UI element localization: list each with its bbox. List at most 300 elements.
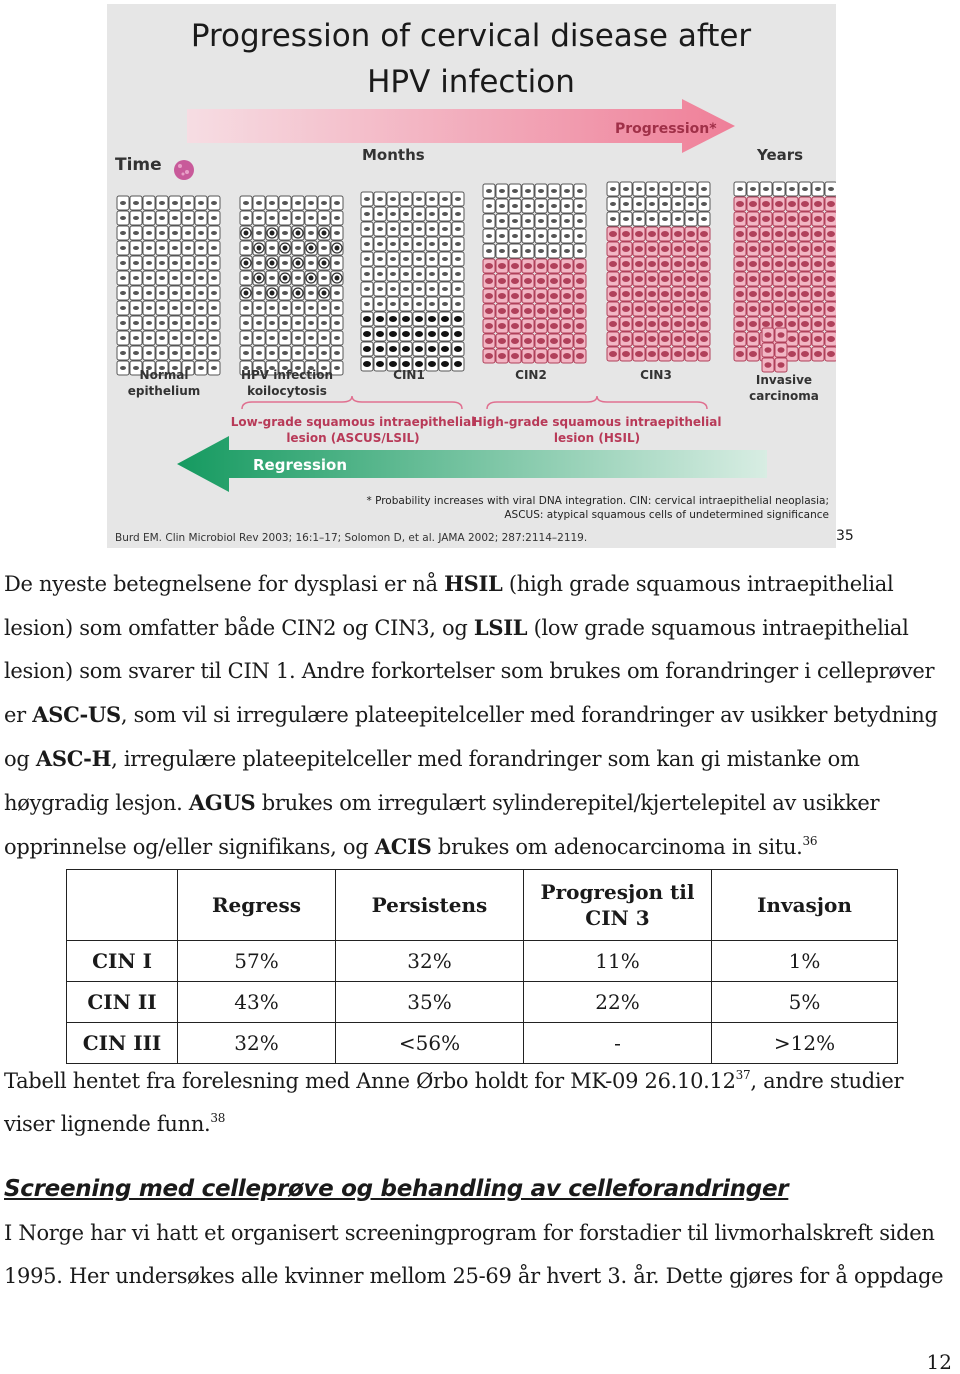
koilocyte-nucleus (257, 276, 262, 281)
cell-nucleus (211, 231, 217, 235)
cell-nucleus (622, 276, 630, 282)
cell-nucleus (499, 219, 505, 223)
cell-nucleus (749, 351, 757, 357)
cell-nucleus (687, 231, 695, 237)
cell-nucleus (455, 272, 461, 276)
cell-nucleus (295, 216, 301, 220)
cell-nucleus (538, 219, 544, 223)
cell-nucleus (736, 336, 744, 342)
stage-label-hpv-2: koilocytosis (247, 384, 327, 398)
cell-nucleus (172, 351, 178, 355)
cell-nucleus (775, 246, 783, 252)
cell-nucleus (762, 201, 770, 207)
cell-nucleus (389, 346, 397, 352)
cell-nucleus (749, 336, 757, 342)
cell-nucleus (814, 321, 822, 327)
cell-nucleus (321, 276, 327, 280)
stage-label-invasive-2: carcinoma (749, 389, 819, 403)
cell-nucleus (498, 338, 506, 344)
cell-nucleus (377, 212, 383, 216)
cell-nucleus (198, 291, 204, 295)
cell-nucleus (687, 276, 695, 282)
progression-label: Progression* (615, 121, 717, 137)
cell-nucleus (564, 204, 570, 208)
cell-nucleus (636, 202, 642, 206)
cell-nucleus (623, 202, 629, 206)
cell-nucleus (827, 261, 835, 267)
cell-nucleus (415, 316, 423, 322)
cell-nucleus (402, 316, 410, 322)
cell-nucleus (648, 306, 656, 312)
cell-nucleus (827, 246, 835, 252)
cell-nucleus (428, 346, 436, 352)
cell-nucleus (814, 291, 822, 297)
cell-nucleus (172, 231, 178, 235)
cell-nucleus (537, 293, 545, 299)
cell-nucleus (133, 216, 139, 220)
cell-nucleus (377, 272, 383, 276)
cell-nucleus (403, 197, 409, 201)
cell-nucleus (537, 323, 545, 329)
cell-nucleus (788, 291, 796, 297)
koilocyte-nucleus (270, 231, 275, 236)
cell-nucleus (499, 189, 505, 193)
koilocyte-nucleus (322, 231, 327, 236)
cell-nucleus (775, 231, 783, 237)
koilocyte-nucleus (309, 276, 314, 281)
cell-nucleus (749, 306, 757, 312)
cell-nucleus (198, 321, 204, 325)
koilocyte-nucleus (296, 261, 301, 266)
cell-nucleus (661, 291, 669, 297)
cell-nucleus (390, 227, 396, 231)
table-row (67, 941, 898, 982)
cell-nucleus (403, 227, 409, 231)
cell-nucleus (454, 316, 462, 322)
cell-nucleus (537, 353, 545, 359)
row-label: CIN III (67, 1023, 178, 1064)
cell-nucleus (750, 187, 756, 191)
cell-nucleus (159, 291, 165, 295)
koilocyte-nucleus (296, 231, 301, 236)
cell-nucleus (282, 351, 288, 355)
cell-nucleus (243, 306, 249, 310)
cell-nucleus (198, 276, 204, 280)
cell-nucleus (499, 204, 505, 208)
cell-nucleus (687, 306, 695, 312)
cin-outcome-table (66, 869, 898, 1064)
cell-nucleus (308, 351, 314, 355)
cell-nucleus (485, 278, 493, 284)
cell-nucleus (172, 246, 178, 250)
cell-nucleus (376, 346, 384, 352)
cell-nucleus (662, 217, 668, 221)
cell-nucleus (736, 291, 744, 297)
cell-nucleus (211, 216, 217, 220)
cell-nucleus (498, 323, 506, 329)
cell-nucleus (198, 351, 204, 355)
cell-nucleus (363, 346, 371, 352)
cell-nucleus (416, 302, 422, 306)
cell-nucleus (416, 242, 422, 246)
cell-nucleus (538, 189, 544, 193)
cell-nucleus (512, 234, 518, 238)
cell-nucleus (198, 261, 204, 265)
cell-nucleus (636, 187, 642, 191)
cell-nucleus (775, 291, 783, 297)
cell-nucleus (243, 336, 249, 340)
cell-nucleus (416, 257, 422, 261)
cell-nucleus (801, 306, 809, 312)
cell-nucleus (700, 276, 708, 282)
cell-nucleus (736, 246, 744, 252)
cell-nucleus (661, 351, 669, 357)
cell-nucleus (563, 353, 571, 359)
cell-nucleus (159, 276, 165, 280)
cell-nucleus (403, 257, 409, 261)
cell-nucleus (512, 249, 518, 253)
cell-nucleus (321, 306, 327, 310)
cell-nucleus (577, 189, 583, 193)
cell-nucleus (256, 306, 262, 310)
cell-nucleus (736, 261, 744, 267)
cell-nucleus (442, 272, 448, 276)
cell-nucleus (198, 306, 204, 310)
cell-nucleus (256, 261, 262, 265)
cell-nucleus (429, 272, 435, 276)
cell-nucleus (455, 242, 461, 246)
cell-nucleus (185, 321, 191, 325)
cell-nucleus (334, 306, 340, 310)
cell-nucleus (788, 246, 796, 252)
text-run: Tabell hentet fra forelesning med Anne Ørbo holdt for MK-09 26.10.12 (4, 1069, 736, 1093)
cell-nucleus (402, 346, 410, 352)
cell-nucleus (499, 234, 505, 238)
cell-nucleus (550, 338, 558, 344)
cell-nucleus (762, 306, 770, 312)
cell-nucleus (801, 351, 809, 357)
cell-nucleus (563, 278, 571, 284)
cell-nucleus (661, 321, 669, 327)
cell-nucleus (403, 302, 409, 306)
cell-nucleus (403, 287, 409, 291)
cell-nucleus (801, 246, 809, 252)
cell-nucleus (198, 366, 204, 370)
paragraph-dysplasia-terms (4, 562, 956, 869)
epithelium-illustrations (117, 182, 836, 375)
cell-nucleus (308, 321, 314, 325)
table-cell: 32% (178, 1023, 336, 1064)
cell-nucleus (687, 351, 695, 357)
cell-nucleus (675, 202, 681, 206)
cell-nucleus (749, 216, 757, 222)
cell-nucleus (701, 217, 707, 221)
cell-nucleus (551, 219, 557, 223)
cell-nucleus (762, 276, 770, 282)
cell-nucleus (801, 276, 809, 282)
cell-nucleus (146, 231, 152, 235)
cell-nucleus (172, 216, 178, 220)
cell-nucleus (295, 306, 301, 310)
term-lsil: LSIL (473, 615, 528, 640)
paragraph-screening: I Norge har vi hatt et organisert screeningprogram for forstadier til livmorhalskreft siden 1995. Her undersøkes alle kvinner mellom 25-69 år hvert 3. år. Dette gjøres for å oppdage (4, 1221, 944, 1288)
cell-nucleus (428, 361, 436, 367)
cell-nucleus (762, 291, 770, 297)
text-run: brukes om adenocarcinoma in situ. (431, 835, 803, 859)
cell-nucleus (172, 336, 178, 340)
cell-nucleus (389, 361, 397, 367)
cell-nucleus (736, 306, 744, 312)
koilocyte-nucleus (283, 276, 288, 281)
regression-label: Regression (253, 456, 348, 474)
cell-nucleus (120, 276, 126, 280)
cell-nucleus (649, 187, 655, 191)
cell-nucleus (282, 321, 288, 325)
table-caption (4, 1060, 956, 1146)
cell-nucleus (577, 234, 583, 238)
cell-nucleus (377, 242, 383, 246)
cell-nucleus (402, 331, 410, 337)
cell-nucleus (700, 246, 708, 252)
cell-nucleus (455, 287, 461, 291)
cell-nucleus (622, 336, 630, 342)
cell-nucleus (120, 261, 126, 265)
cell-nucleus (576, 353, 584, 359)
cell-nucleus (776, 187, 782, 191)
cell-nucleus (551, 189, 557, 193)
cell-nucleus (120, 201, 126, 205)
lsil-label-2: lesion (ASCUS/LSIL) (286, 431, 420, 445)
table-header-cell: Regress (178, 870, 336, 941)
cell-nucleus (763, 187, 769, 191)
cell-nucleus (211, 261, 217, 265)
cell-nucleus (524, 323, 532, 329)
cell-nucleus (133, 366, 139, 370)
cell-nucleus (485, 263, 493, 269)
cell-nucleus (635, 231, 643, 237)
cell-nucleus (454, 331, 462, 337)
cell-nucleus (198, 246, 204, 250)
cell-nucleus (736, 231, 744, 237)
cell-nucleus (442, 257, 448, 261)
cell-nucleus (765, 332, 772, 338)
text-run: , som vil si irregulære plateepitelceller med forandringer av usikker betydning og (4, 703, 938, 771)
cell-nucleus (648, 246, 656, 252)
cell-nucleus (334, 261, 340, 265)
cell-nucleus (415, 346, 423, 352)
cell-nucleus (687, 321, 695, 327)
cell-nucleus (674, 291, 682, 297)
cell-nucleus (576, 263, 584, 269)
cell-nucleus (120, 216, 126, 220)
cell-nucleus (661, 231, 669, 237)
cell-nucleus (749, 246, 757, 252)
cell-nucleus (442, 287, 448, 291)
cell-nucleus (788, 351, 796, 357)
cell-nucleus (648, 291, 656, 297)
cell-nucleus (485, 353, 493, 359)
cell-nucleus (159, 351, 165, 355)
cell-nucleus (485, 308, 493, 314)
table-header-cell (67, 870, 178, 941)
cell-nucleus (185, 246, 191, 250)
cell-nucleus (133, 306, 139, 310)
cell-nucleus (788, 261, 796, 267)
cell-nucleus (211, 321, 217, 325)
cell-nucleus (120, 231, 126, 235)
table-cell: 57% (178, 941, 336, 982)
cell-nucleus (282, 291, 288, 295)
cell-nucleus (550, 353, 558, 359)
cell-nucleus (815, 187, 821, 191)
cell-nucleus (749, 201, 757, 207)
table-cell: >12% (712, 1023, 898, 1064)
cell-nucleus (415, 361, 423, 367)
cell-nucleus (635, 321, 643, 327)
cell-nucleus (701, 202, 707, 206)
cell-nucleus (377, 257, 383, 261)
cell-nucleus (498, 293, 506, 299)
cell-nucleus (256, 321, 262, 325)
cell-nucleus (550, 308, 558, 314)
cell-nucleus (403, 272, 409, 276)
figure-citation: Burd EM. Clin Microbiol Rev 2003; 16:1–17; Solomon D, et al. JAMA 2002; 287:2114–2119. (115, 532, 588, 544)
cell-nucleus (256, 336, 262, 340)
cell-nucleus (762, 321, 770, 327)
cell-nucleus (185, 231, 191, 235)
cell-nucleus (789, 187, 795, 191)
cell-nucleus (295, 351, 301, 355)
cell-nucleus (765, 362, 772, 368)
table-header-cell: Invasjon (712, 870, 898, 941)
cell-nucleus (648, 351, 656, 357)
cell-nucleus (762, 231, 770, 237)
cell-nucleus (674, 306, 682, 312)
cell-nucleus (376, 316, 384, 322)
cell-nucleus (442, 212, 448, 216)
stage-label-normal-2: epithelium (127, 384, 201, 398)
cell-nucleus (622, 306, 630, 312)
cell-nucleus (334, 216, 340, 220)
table-cell: - (524, 1023, 712, 1064)
cell-nucleus (441, 346, 449, 352)
cell-nucleus (762, 261, 770, 267)
cell-nucleus (576, 338, 584, 344)
cell-nucleus (211, 366, 217, 370)
cell-nucleus (814, 261, 822, 267)
cell-nucleus (550, 263, 558, 269)
term-acis: ACIS (374, 834, 432, 859)
cell-nucleus (511, 278, 519, 284)
term-hsil: HSIL (444, 571, 503, 596)
table-header-cell: Progresjon til CIN 3 (524, 870, 712, 941)
cell-nucleus (211, 336, 217, 340)
cell-nucleus (133, 231, 139, 235)
hpv-virus-icon (174, 160, 194, 180)
term-agus: AGUS (188, 790, 256, 815)
cell-nucleus (486, 249, 492, 253)
cell-nucleus (675, 187, 681, 191)
cell-nucleus (364, 242, 370, 246)
cell-nucleus (390, 287, 396, 291)
cell-nucleus (364, 302, 370, 306)
cell-nucleus (454, 361, 462, 367)
cell-nucleus (649, 217, 655, 221)
hsil-brace (487, 396, 707, 409)
cell-nucleus (416, 227, 422, 231)
cell-nucleus (622, 351, 630, 357)
cell-nucleus (537, 338, 545, 344)
koilocyte-nucleus (335, 246, 340, 251)
cell-nucleus (622, 291, 630, 297)
cell-nucleus (256, 201, 262, 205)
cell-nucleus (749, 321, 757, 327)
cell-nucleus (563, 323, 571, 329)
cell-nucleus (674, 246, 682, 252)
cell-nucleus (775, 261, 783, 267)
cell-nucleus (185, 336, 191, 340)
cell-nucleus (778, 347, 785, 353)
cell-nucleus (563, 263, 571, 269)
cell-nucleus (485, 293, 493, 299)
cell-nucleus (525, 249, 531, 253)
table-cell: 11% (524, 941, 712, 982)
section-heading: Screening med celleprøve og behandling av celleforandringer (4, 1176, 789, 1202)
cell-nucleus (700, 321, 708, 327)
page-number: 12 (926, 1350, 952, 1374)
cell-nucleus (486, 189, 492, 193)
cell-nucleus (700, 261, 708, 267)
cell-nucleus (636, 217, 642, 221)
cell-nucleus (363, 331, 371, 337)
table-cell: 1% (712, 941, 898, 982)
cell-nucleus (455, 212, 461, 216)
cell-nucleus (788, 276, 796, 282)
cell-nucleus (576, 308, 584, 314)
cell-nucleus (827, 321, 835, 327)
cell-nucleus (524, 308, 532, 314)
cell-nucleus (736, 276, 744, 282)
table-cell: 43% (178, 982, 336, 1023)
row-label: CIN I (67, 941, 178, 982)
cell-nucleus (610, 187, 616, 191)
table-row (67, 982, 898, 1023)
cell-nucleus (662, 187, 668, 191)
cell-nucleus (256, 231, 262, 235)
cell-nucleus (402, 361, 410, 367)
cell-nucleus (172, 321, 178, 325)
cell-nucleus (827, 291, 835, 297)
cell-nucleus (788, 231, 796, 237)
cell-nucleus (146, 306, 152, 310)
koilocyte-nucleus (270, 261, 275, 266)
cell-nucleus (700, 231, 708, 237)
cell-nucleus (788, 201, 796, 207)
cell-nucleus (376, 331, 384, 337)
text-run: brukes om irregulært sylinderepitel/kjertelepitel av usikker opprinnelse og/eller signifikans, og (4, 791, 880, 859)
cell-nucleus (389, 316, 397, 322)
koilocyte-nucleus (244, 291, 249, 296)
cell-nucleus (688, 187, 694, 191)
cell-nucleus (486, 219, 492, 223)
cell-nucleus (185, 291, 191, 295)
cell-nucleus (364, 287, 370, 291)
cell-nucleus (269, 321, 275, 325)
cell-nucleus (700, 351, 708, 357)
cell-nucleus (524, 263, 532, 269)
cell-nucleus (700, 291, 708, 297)
cell-nucleus (550, 278, 558, 284)
